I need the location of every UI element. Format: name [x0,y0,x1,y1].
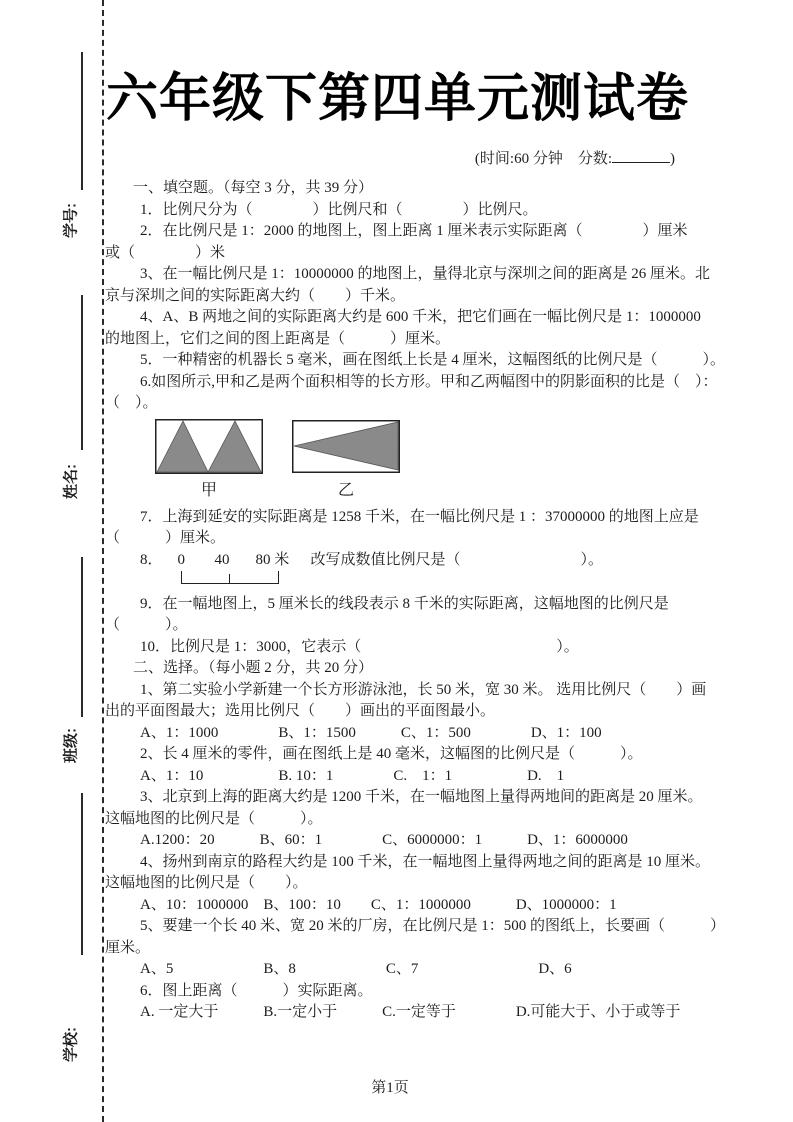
fill-q7-line1: 7．上海到延安的实际距离是 1258 千米，在一幅比例尺是 1 ：37000000 的地图上应是 [140,508,699,525]
scale-bar-middle-tick [229,574,231,583]
q6-figures [105,415,705,507]
test-body [105,178,726,1024]
rectangle-jia-figure [155,419,263,474]
fill-q6-line2: （ ）。 [105,395,158,411]
score-blank-underline [612,148,670,163]
class-write-line [81,557,83,717]
choice-q3-options: A.1200：20 B、60：1 C、6000000：1 D、1：6000000 [140,832,628,848]
fill-q8 [105,550,705,594]
choice-q4-line1: 4、扬州到南京的路程大约是 100 千米，在一幅地图上量得两地之间的距离是 10 厘米。 [140,853,711,870]
scale-bar-bracket [181,571,279,584]
binding-dashed-line [102,0,104,1122]
choice-q6: 6．图上距离（ ）实际距离。 [140,982,373,999]
fill-q9-line2: （ ）。 [105,617,188,633]
fill-q4-line1: 4、A、B 两地之间的实际距离大约是 600 千米，把它们画在一幅比例尺是 1：1000000 [140,309,701,325]
jia-figure-caption: 甲 [200,481,217,499]
choice-q1-line2: 出的平面图最大；选用比例尺（ ）画出的平面图最小。 [105,703,496,719]
time-score-suffix: ) [670,151,675,167]
page-number: 第1页 [371,1080,409,1096]
scale-tick-label-40: 40 [214,551,230,568]
student-id-write-line [81,52,83,190]
fill-section-header: 一、填空题。（每空 3 分，共 39 分） [133,180,374,196]
fill-q2-line2: 或（ ）米 [105,244,226,261]
scale-tick-label-80: 80 米 [255,551,290,568]
school-write-line [81,793,83,955]
choice-q4-options: A、10：1000000 B、100：10 C、1：1000000 D、1000000：1 [140,896,617,913]
choice-section-header: 二、选择。（每小题 2 分，共 20 分） [133,660,374,676]
fill-q1: 1．比例尺分为（ ）比例尺和（ ）比例尺。 [140,201,538,218]
choice-q3-line2: 这幅地图的比例尺是（ ）。 [105,810,323,827]
name-write-line [81,295,83,450]
fill-q3-line2: 京与深圳之间的实际距离大约（ ）千米。 [105,287,406,304]
choice-q4-line2: 这幅地图的比例尺是（ ）。 [105,875,308,891]
page-title: 六年级下第四单元测试卷 [105,70,689,128]
student-id-label: 学号: [62,203,80,238]
choice-q6-options: A. 一定大于 B.一定小于 C.一定等于 D.可能大于、小于或等于 [140,1004,681,1020]
fill-q2-line1: 2．在比例尺是 1：2000 的地图上，图上距离 1 厘米表示实际距离（ ）厘米 [140,223,688,239]
choice-q1-line1: 1、第二实验小学新建一个长方形游泳池，长 50 米，宽 30 米。 选用比例尺（ ）画 [140,681,707,698]
time-score-line [105,147,675,168]
fill-q10: 10．比例尺是 1：3000，它表示（ ）。 [140,638,579,655]
choice-q1-options: A、1：1000 B、1：1500 C、1：500 D、1：100 [140,724,602,741]
fill-q9-line1: 9．在一幅地图上，5 厘米长的线段表示 8 千米的实际距离，这幅地图的比例尺是 [140,595,669,612]
fill-q4-line2: 的地图上，它们之间的图上距离是（ ）厘米。 [105,330,451,347]
choice-q5-line1: 5、要建一个长 40 米、宽 20 米的厂房，在比例尺是 1：500 的图纸上，长要画（ ） [140,918,726,934]
fill-q8-number: 8． [140,551,163,568]
rectangle-yi-figure [292,420,400,473]
choice-q5-options: A、5 B、8 C、7 D、6 [140,961,572,977]
fill-q3-line1: 3、在一幅比例尺是 1：10000000 的地图上，量得北京与深圳之间的距离是 26 厘米。北 [140,266,711,282]
choice-q3-line1: 3、北京到上海的距离大约是 1200 千米，在一幅地图上量得两地间的距离是 20 厘米。 [140,789,703,805]
time-score-prefix: (时间:60 分钟 分数: [474,151,612,167]
fill-q6-line1: 6.如图所示,甲和乙是两个面积相等的长方形。甲和乙两幅图中的阴影面积的比是（ ）： [140,373,718,390]
fill-q8-text: 改写成数值比例尺是（ ）。 [310,551,604,568]
scale-tick-label-0: 0 [177,551,186,568]
choice-q2-options: A、1：10 B. 10：1 C. 1：1 D. 1 [140,767,565,784]
fill-q5: 5．一种精密的机器长 5 毫米，画在图纸上长是 4 厘米，这幅图纸的比例尺是（ ）。 [140,352,726,368]
class-label: 班级: [62,728,80,763]
choice-q5-line2: 厘米。 [105,939,151,956]
yi-figure-caption: 乙 [337,481,354,499]
school-label: 学校: [62,1027,80,1062]
graphic-scale-figure [163,550,311,590]
choice-q2: 2、长 4 厘米的零件，画在图纸上是 40 毫米，这幅图的比例尺是（ ）。 [140,746,643,762]
name-label: 姓名: [62,464,80,499]
fill-q7-line2: （ ）厘米。 [105,530,226,546]
